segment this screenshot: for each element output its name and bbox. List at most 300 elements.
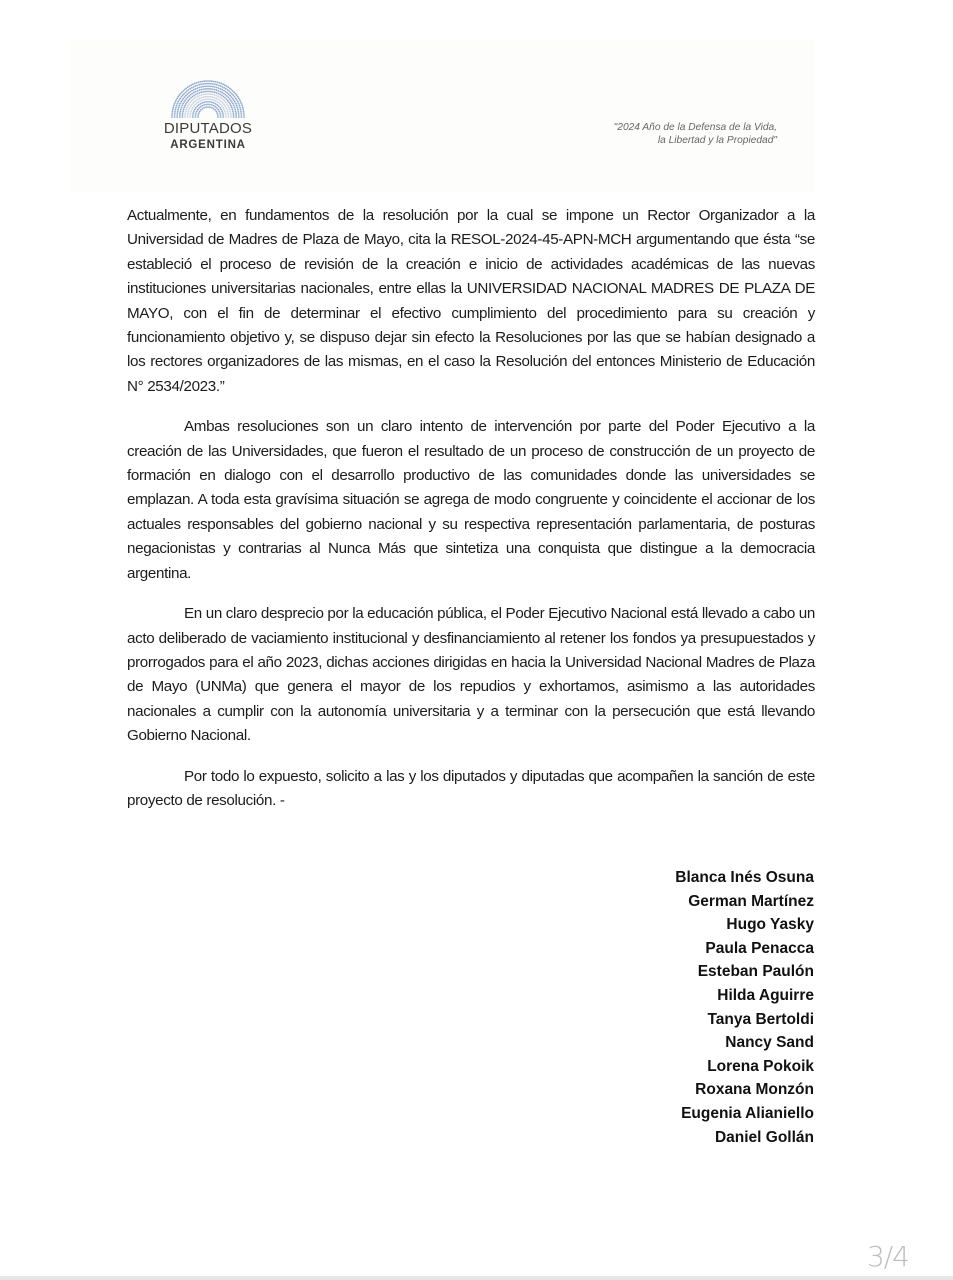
hemicycle-seat	[198, 84, 200, 86]
hemicycle-seat	[223, 93, 225, 95]
hemicycle-seat	[189, 98, 191, 100]
hemicycle-seat	[234, 106, 236, 108]
hemicycle-seat	[184, 112, 186, 114]
hemicycle-seat	[220, 104, 222, 106]
hemicycle-seat	[184, 105, 186, 107]
hemicycle-seat	[188, 103, 190, 105]
hemicycle-seat	[211, 101, 213, 103]
hemicycle-seat	[197, 93, 199, 95]
hemicycle-seat	[192, 112, 194, 114]
hemicycle-seat	[197, 114, 199, 116]
hemicycle-seat	[238, 103, 240, 105]
hemicycle-seat	[206, 83, 208, 85]
hemicycle-seat	[240, 101, 242, 103]
signatory: Blanca Inés Osuna	[675, 869, 814, 886]
hemicycle-seat	[228, 107, 230, 109]
hemicycle-seat	[239, 99, 241, 101]
hemicycle-seat	[214, 91, 216, 93]
hemicycle-seat	[208, 83, 210, 85]
hemicycle-seat	[229, 108, 231, 110]
signatories-list	[675, 866, 814, 1149]
hemicycle-seat	[204, 93, 206, 95]
hemicycle-seat	[217, 109, 219, 111]
hemicycle-seat	[177, 101, 179, 103]
hemicycle-seat	[217, 101, 219, 103]
hemicycle-seat	[177, 108, 179, 110]
hemicycle-seat	[208, 88, 210, 90]
hemicycle-seat	[210, 83, 212, 85]
signatory: Paula Penacca	[705, 939, 814, 957]
hemicycle-seat	[181, 99, 183, 101]
hemicycle-seat	[220, 101, 222, 103]
hemicycle-seat	[224, 100, 226, 102]
hemicycle-seat	[217, 96, 219, 98]
hemicycle-seat	[195, 104, 197, 106]
hemicycle-seat	[219, 94, 221, 96]
hemicycle-seat	[225, 107, 227, 109]
hemicycle-seat	[222, 116, 224, 118]
hemicycle-seat	[210, 91, 212, 93]
hemicycle-seat	[218, 110, 220, 112]
hemicycle-seat	[187, 97, 189, 99]
hemicycle-seat	[209, 104, 211, 106]
document-body	[127, 204, 815, 829]
hemicycle-seat	[184, 100, 186, 102]
hemicycle-seat	[223, 90, 225, 92]
hemicycle-seat	[206, 91, 208, 93]
hemicycle-seat	[175, 99, 177, 101]
hemicycle-seat	[210, 88, 212, 90]
hemicycle-seat	[199, 98, 201, 100]
hemicycle-seat	[180, 101, 182, 103]
hemicycle-seat	[177, 112, 179, 114]
hemicycle-seat	[187, 116, 189, 118]
hemicycle-seat	[207, 106, 209, 108]
hemicycle-seat	[219, 91, 221, 93]
hemicycle-seat	[194, 101, 196, 103]
hemicycle-seat	[194, 83, 196, 85]
hemicycle-seat	[193, 86, 195, 88]
hemicycle-seat	[190, 94, 192, 96]
hemicycle-seat	[242, 106, 244, 108]
hemicycle-seat	[216, 95, 218, 97]
hemicycle-seat	[216, 107, 218, 109]
hemicycle-seat	[176, 116, 178, 118]
hemicycle-seat	[240, 112, 242, 114]
hemicycle-seat	[190, 105, 192, 107]
hemicycle-seat	[222, 83, 224, 85]
hemicycle-seat	[197, 109, 199, 111]
hemicycle-seat	[182, 114, 184, 116]
hemicycle-seat	[191, 90, 193, 92]
hemicycle-seat	[231, 107, 233, 109]
signatory: Tanya Bertoldi	[707, 1010, 814, 1028]
hemicycle-seat	[196, 87, 198, 89]
hemicycle-seat	[183, 107, 185, 109]
signatory: Lorena Pokoik	[707, 1057, 814, 1075]
hemicycle-seat	[176, 114, 178, 116]
hemicycle-seat	[193, 95, 195, 97]
hemicycle-seat	[195, 97, 197, 99]
hemicycle-seat	[242, 108, 244, 110]
hemicycle-seat	[241, 105, 243, 107]
hemicycle-seat	[180, 110, 182, 112]
hemicycle-seat	[230, 114, 232, 116]
hemicycle-seat	[205, 101, 207, 103]
hemicycle-seat	[190, 97, 192, 99]
hemicycle-seat	[213, 102, 215, 104]
hemicycle-seat	[214, 94, 216, 96]
hemicycle-seat	[198, 107, 200, 109]
hemicycle-seat	[215, 111, 217, 113]
hemicycle-seat	[179, 112, 181, 114]
hemicycle-seat	[174, 101, 176, 103]
hemicycle-seat	[184, 114, 186, 116]
hemicycle-seat	[180, 93, 182, 95]
hemicycle-seat	[172, 110, 174, 112]
hemicycle-seat	[232, 112, 234, 114]
hemicycle-seat	[200, 106, 202, 108]
hemicycle-seat	[182, 116, 184, 118]
hemicycle-seat	[221, 98, 223, 100]
hemicycle-seat	[204, 91, 206, 93]
hemicycle-seat	[182, 110, 184, 112]
hemicycle-seat	[217, 81, 219, 83]
hemicycle-seat	[226, 85, 228, 87]
hemicycle-seat	[195, 94, 197, 96]
hemicycle-seat	[195, 107, 197, 109]
hemicycle-seat	[218, 87, 220, 89]
hemicycle-seat	[228, 93, 230, 95]
hemicycle-seat	[234, 108, 236, 110]
hemicycle-seat	[199, 81, 201, 83]
hemicycle-seat	[209, 98, 211, 100]
hemicycle-seat	[241, 103, 243, 105]
hemicycle-seat	[235, 112, 237, 114]
hemicycle-seat	[195, 85, 197, 87]
hemicycle-seat	[230, 112, 232, 114]
page-indicator: 3/4	[866, 1240, 909, 1273]
paragraph-3: En un claro desprecio por la educación pública, el Poder Ejecutivo Nacional está llevado a cabo un acto deliberado de vaciamiento institucional y desfinanciamiento al retener los fondos ya presupuestados y prorrogados para el año 2023, dichas acciones dirigidas en hacia la Universidad Nacional Madres de Plaza de Mayo (UNMa) que genera el mayor de los repudios y exhortamos, asimismo a las autoridades nacionales a cumplir con la autonomía universitaria y a terminar con la persecución que está llevando Gobierno Nacional.	[127, 605, 815, 745]
hemicycle-seat	[199, 111, 201, 113]
hemicycle-seat	[197, 96, 199, 98]
hemicycle-seat	[238, 112, 240, 114]
hemicycle-seat	[212, 91, 214, 93]
hemicycle-seat	[224, 110, 226, 112]
hemicycle-seat	[209, 106, 211, 108]
hemicycle-seat	[219, 107, 221, 109]
hemicycle-seat	[174, 116, 176, 118]
hemicycle-seat	[176, 104, 178, 106]
hemicycle-seat	[221, 105, 223, 107]
hemicycle-seat	[179, 114, 181, 116]
hemicycle-seat	[201, 102, 203, 104]
hemicycle-seat	[206, 85, 208, 87]
hemicycle-seat	[184, 96, 186, 98]
hemicycle-seat	[195, 114, 197, 116]
hemicycle-seat	[179, 103, 181, 105]
hemicycle-seat	[221, 110, 223, 112]
hemicycle-seat	[212, 96, 214, 98]
hemicycle-seat	[228, 90, 230, 92]
hemicycle-seat	[200, 91, 202, 93]
hemicycle-seat	[216, 84, 218, 86]
hemicycle-seat	[220, 116, 222, 118]
hemicycle-seat	[210, 85, 212, 87]
hemicycle-seat	[204, 83, 206, 85]
hemicycle-seat	[233, 114, 235, 116]
hemicycle-seat	[227, 112, 229, 114]
hemicycle-seat	[235, 97, 237, 99]
hemicycle-seat	[191, 93, 193, 95]
hemicycle-seat	[214, 109, 216, 111]
hemicycle-seat	[192, 99, 194, 101]
hemicycle-seat	[203, 101, 205, 103]
hemicycle-seat	[200, 83, 202, 85]
hemicycle-seat	[182, 112, 184, 114]
hemicycle-seat	[214, 83, 216, 85]
hemicycle-seat	[185, 95, 187, 97]
hemicycle-seat	[213, 105, 215, 107]
hemicycle-seat	[197, 98, 199, 100]
signatory: Eugenia Alianiello	[681, 1104, 814, 1122]
hemicycle-seat	[216, 92, 218, 94]
hemicycle-seat	[198, 89, 200, 91]
hemicycle-seat	[222, 112, 224, 114]
hemicycle-seat	[232, 98, 234, 100]
signatory: Hilda Aguirre	[717, 986, 814, 1004]
hemicycle-seat	[243, 110, 245, 112]
hemicycle-seat	[214, 97, 216, 99]
signatory: Esteban Paulón	[697, 963, 814, 981]
hemicycle-seat	[215, 106, 217, 108]
hemicycle-seat	[189, 116, 191, 118]
hemicycle-seat	[181, 91, 183, 93]
hemicycle-seat	[221, 95, 223, 97]
hemicycle-seat	[183, 101, 185, 103]
hemicycle-seat	[237, 108, 239, 110]
hemicycle-icon	[169, 78, 247, 118]
hemicycle-seat	[190, 112, 192, 114]
hemicycle-seat	[189, 114, 191, 116]
hemicycle-seat	[210, 93, 212, 95]
hemicycle-seat	[215, 100, 217, 102]
hemicycle-seat	[208, 93, 210, 95]
hemicycle-seat	[189, 107, 191, 109]
hemicycle-seat	[233, 116, 235, 118]
hemicycle-seat	[188, 89, 190, 91]
hemicycle-seat	[185, 108, 187, 110]
hemicycle-seat	[232, 90, 234, 92]
signatory: Hugo Yasky	[726, 916, 814, 934]
hemicycle-seat	[212, 94, 214, 96]
hemicycle-seat	[193, 98, 195, 100]
hemicycle-seat	[200, 86, 202, 88]
hemicycle-seat	[230, 91, 232, 93]
hemicycle-seat	[194, 109, 196, 111]
hemicycle-seat	[200, 94, 202, 96]
hemicycle-seat	[239, 106, 241, 108]
hemicycle-seat	[192, 116, 194, 118]
hemicycle-seat	[219, 82, 221, 84]
hemicycle-seat	[222, 99, 224, 101]
hemicycle-seat	[198, 104, 200, 106]
hemicycle-seat	[200, 109, 202, 111]
hemicycle-seat	[210, 96, 212, 98]
hemicycle-seat	[214, 86, 216, 88]
hemicycle-seat	[172, 106, 174, 108]
hemicycle-seat	[223, 103, 225, 105]
hemicycle-seat	[185, 91, 187, 93]
hemicycle-seat	[218, 93, 220, 95]
hemicycle-seat	[182, 90, 184, 92]
hemicycle-seat	[243, 114, 245, 116]
hemicycle-seat	[213, 108, 215, 110]
hemicycle-seat	[195, 91, 197, 93]
hemicycle-seat	[216, 89, 218, 91]
hemicycle-seat	[207, 104, 209, 106]
hemicycle-seat	[186, 90, 188, 92]
hemicycle-seat	[200, 103, 202, 105]
hemicycle-seat	[196, 82, 198, 84]
logo-title: DIPUTADOS	[163, 120, 253, 137]
hemicycle-seat	[207, 101, 209, 103]
hemicycle-seat	[196, 84, 198, 86]
hemicycle-seat	[235, 103, 237, 105]
hemicycle-seat	[226, 103, 228, 105]
hemicycle-seat	[227, 97, 229, 99]
hemicycle-seat	[175, 108, 177, 110]
hemicycle-seat	[186, 98, 188, 100]
hemicycle-seat	[237, 110, 239, 112]
hemicycle-seat	[235, 116, 237, 118]
hemicycle-seat	[192, 102, 194, 104]
hemicycle-seat	[182, 103, 184, 105]
hemicycle-seat	[238, 116, 240, 118]
hemicycle-seat	[238, 114, 240, 116]
hemicycle-seat	[193, 89, 195, 91]
hemicycle-seat	[208, 91, 210, 93]
hemicycle-seat	[218, 105, 220, 107]
hemicycle-seat	[224, 105, 226, 107]
hemicycle-seat	[220, 83, 222, 85]
hemicycle-seat	[227, 86, 229, 88]
hemicycle-seat	[218, 90, 220, 92]
hemicycle-seat	[205, 104, 207, 106]
hemicycle-seat	[172, 108, 174, 110]
hemicycle-seat	[195, 99, 197, 101]
hemicycle-seat	[198, 92, 200, 94]
hemicycle-seat	[226, 109, 228, 111]
hemicycle-seat	[180, 108, 182, 110]
hemicycle-seat	[234, 101, 236, 103]
hemicycle-seat	[212, 86, 214, 88]
hemicycle-seat	[218, 84, 220, 86]
hemicycle-seat	[188, 95, 190, 97]
hemicycle-seat	[230, 100, 232, 102]
hemicycle-seat	[211, 80, 213, 82]
hemicycle-seat	[217, 114, 219, 116]
hemicycle-seat	[206, 88, 208, 90]
hemicycle-seat	[189, 91, 191, 93]
hemicycle-seat	[225, 102, 227, 104]
hemicycle-seat	[226, 92, 228, 94]
hemicycle-seat	[189, 88, 191, 90]
hemicycle-seat	[217, 98, 219, 100]
hemicycle-seat	[196, 110, 198, 112]
hemicycle-seat	[203, 80, 205, 82]
hemicycle-seat	[195, 112, 197, 114]
hemicycle-seat	[238, 98, 240, 100]
hemicycle-seat	[197, 116, 199, 118]
hemicycle-seat	[229, 103, 231, 105]
hemicycle-seat	[217, 116, 219, 118]
hemicycle-seat	[243, 116, 245, 118]
hemicycle-seat	[185, 103, 187, 105]
hemicycle-seat	[196, 105, 198, 107]
hemicycle-seat	[177, 96, 179, 98]
hemicycle-seat	[229, 110, 231, 112]
hemicycle-seat	[182, 94, 184, 96]
hemicycle-seat	[204, 85, 206, 87]
hemicycle-seat	[186, 107, 188, 109]
hemicycle-seat	[186, 101, 188, 103]
hemicycle-seat	[171, 112, 173, 114]
hemicycle-seat	[190, 84, 192, 86]
hemicycle-seat	[196, 102, 198, 104]
hemicycle-seat	[189, 85, 191, 87]
hemicycle-seat	[202, 108, 204, 110]
hemicycle-seat	[208, 85, 210, 87]
hemicycle-seat	[238, 104, 240, 106]
hemicycle-seat	[181, 105, 183, 107]
hemicycle-seat	[198, 87, 200, 89]
hemicycle-seat	[225, 116, 227, 118]
hemicycle-seat	[229, 95, 231, 97]
hemicycle-seat	[192, 107, 194, 109]
hemicycle-seat	[178, 99, 180, 101]
hemicycle-seat	[212, 83, 214, 85]
hemicycle-seat	[231, 93, 233, 95]
hemicycle-seat	[202, 83, 204, 85]
hemicycle-seat	[191, 108, 193, 110]
hemicycle-seat	[179, 116, 181, 118]
hemicycle-seat	[202, 96, 204, 98]
paragraph-2: Ambas resoluciones son un claro intento de intervención por parte del Poder Ejecutivo a la creación de las Universidades, que fueron el resultado de un proceso de construcción de un proyecto de formación en dialogo con el desarrollo productivo de las comunidades donde las universidades se emplazan. A toda esta gravísima situación se agrega de modo congruente y coincidente el accionar de los actuales responsables del gobierno nacional y su respectiva representación parlamentaria, de posturas negacionistas y contrarias al Nunca Más que sintetiza una conquista que distingue a la democracia argentina.	[127, 418, 815, 582]
hemicycle-seat	[228, 101, 230, 103]
hemicycle-seat	[211, 104, 213, 106]
hemicycle-seat	[195, 116, 197, 118]
hemicycle-seat	[226, 95, 228, 97]
hemicycle-seat	[221, 92, 223, 94]
hemicycle-seat	[173, 105, 175, 107]
hemicycle-seat	[179, 105, 181, 107]
hemicycle-seat	[236, 94, 238, 96]
hemicycle-seat	[219, 99, 221, 101]
hemicycle-seat	[224, 94, 226, 96]
hemicycle-seat	[233, 91, 235, 93]
hemicycle-seat	[215, 81, 217, 83]
hemicycle-seat	[207, 80, 209, 82]
hemicycle-seat	[213, 81, 215, 83]
hemicycle-seat	[191, 100, 193, 102]
hemicycle-seat	[232, 103, 234, 105]
hemicycle-seat	[237, 101, 239, 103]
hemicycle-seat	[227, 105, 229, 107]
hemicycle-seat	[181, 96, 183, 98]
hemicycle-seat	[214, 89, 216, 91]
hemicycle-seat	[204, 96, 206, 98]
